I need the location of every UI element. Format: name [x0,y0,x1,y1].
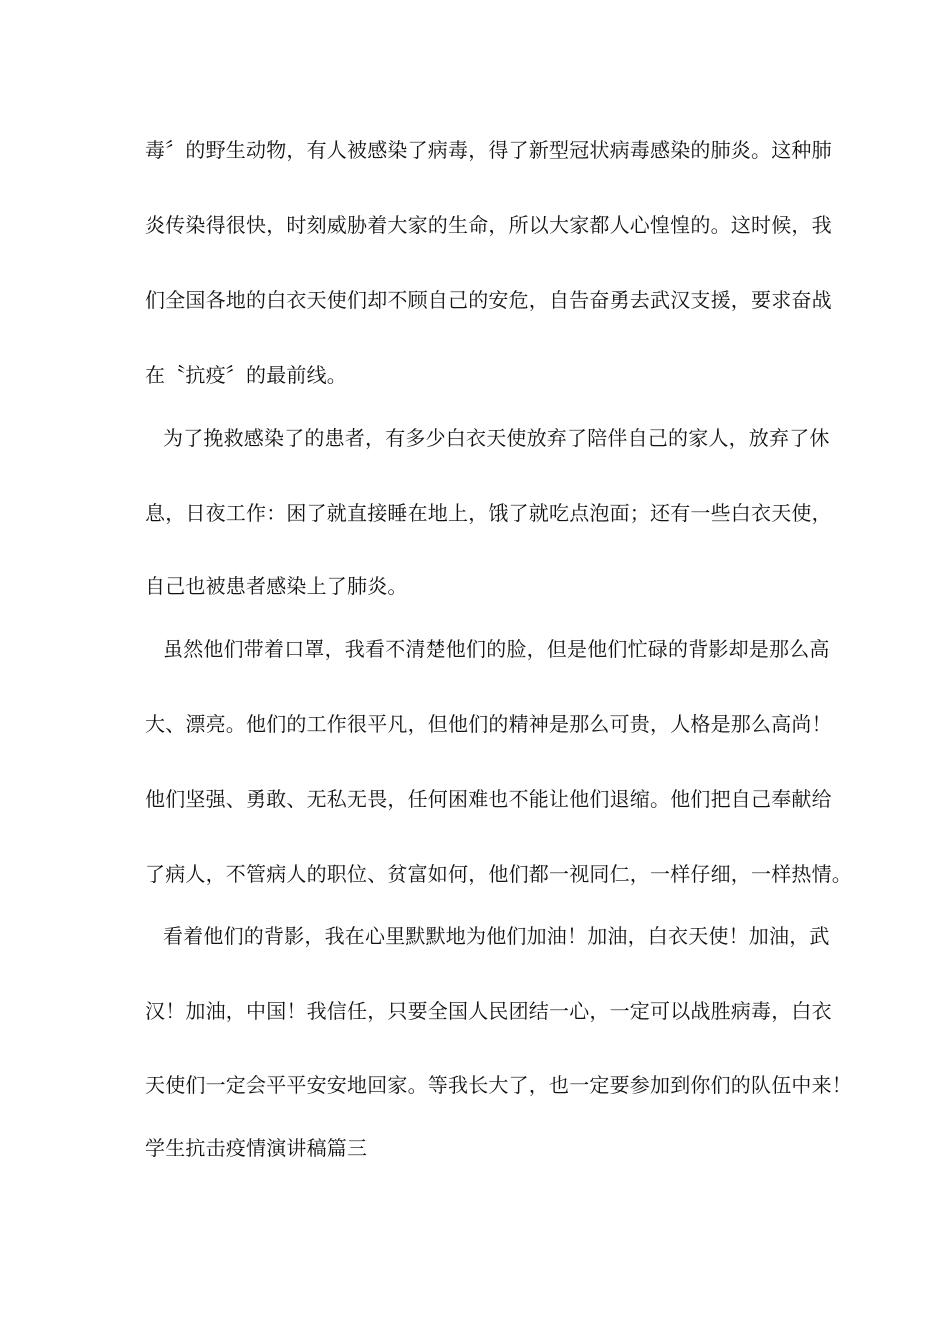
paragraph-first-line: 看着他们的背影，我在心里默默地为他们加油！加油，白衣天使！加油，武 [163,924,830,948]
text-line: 息，日夜工作：困了就直接睡在地上，饿了就吃点泡面；还有一些白衣天使， [145,501,832,525]
text-line: 汉！加油，中国！我信任，只要全国人民团结一心，一定可以战胜病毒，白衣 [145,999,832,1023]
text-line: 们全国各地的白衣天使们却不顾自己的安危，自告奋勇去武汉支援，要求奋战 [145,288,832,312]
paragraph-first-line: 为了挽救感染了的患者，有多少白衣天使放弃了陪伴自己的家人，放弃了休 [163,426,830,450]
text-line: 在〝抗疫〞的最前线。 [145,363,347,387]
section-heading: 学生抗击疫情演讲稿篇三 [145,1136,368,1160]
text-line: 他们坚强、勇敢、无私无畏，任何困难也不能让他们退缩。他们把自己奉献给 [145,787,832,811]
text-line: 炎传染得很快，时刻威胁着大家的生命，所以大家都人心惶惶的。这时候，我 [145,213,832,237]
text-line: 大、漂亮。他们的工作很平凡，但他们的精神是那么可贵，人格是那么高尚！ [145,712,832,736]
text-line: 自己也被患者感染上了肺炎。 [145,574,408,598]
paragraph-first-line: 虽然他们带着口罩，我看不清楚他们的脸，但是他们忙碌的背影却是那么高 [163,637,830,661]
text-line: 毒〞的野生动物，有人被感染了病毒，得了新型冠状病毒感染的肺炎。这种肺 [145,138,832,162]
text-line: 天使们一定会平平安安地回家。等我长大了，也一定要参加到你们的队伍中来！ [145,1073,852,1097]
text-line: 了病人，不管病人的职位、贫富如何，他们都一视同仁，一样仔细，一样热情。 [145,862,852,886]
